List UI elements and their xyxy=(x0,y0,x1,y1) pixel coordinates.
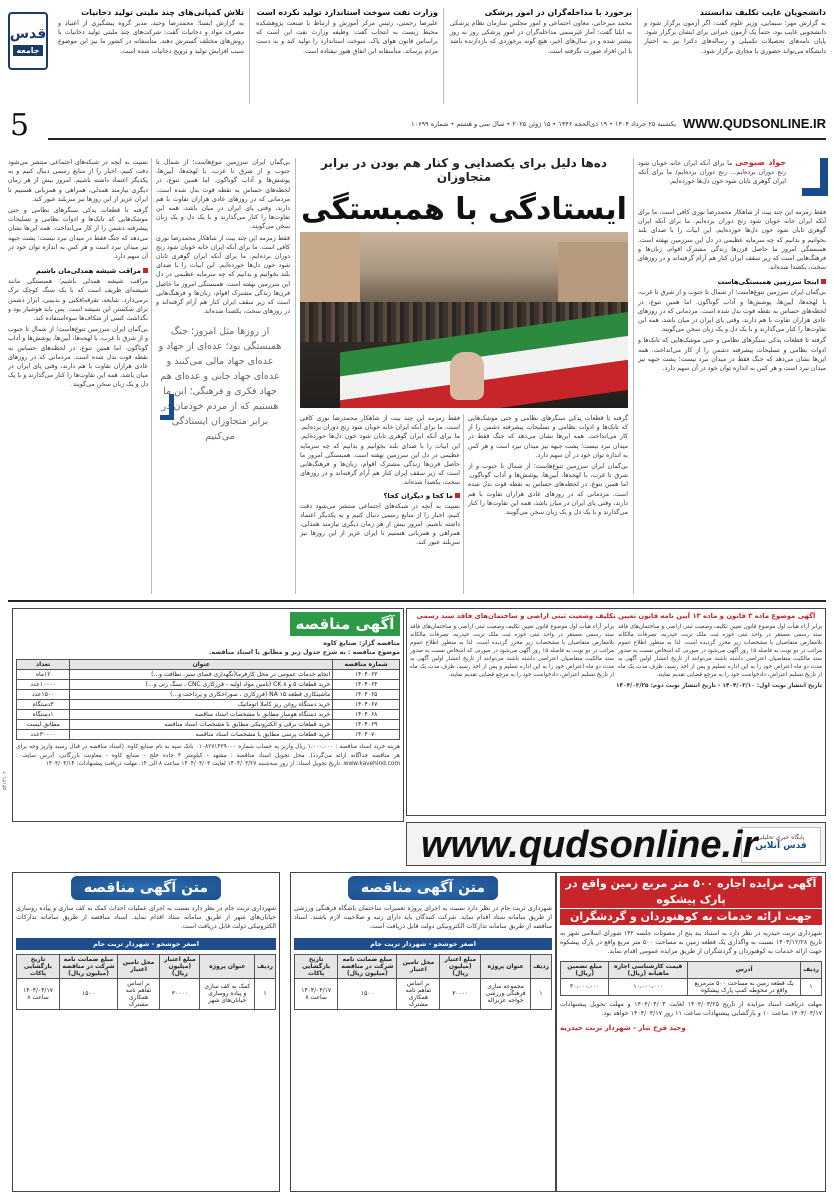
page-info-bar xyxy=(8,108,826,144)
story-text-6b: گرفته تا قطعات پدکی سنگرهای نظامی و حتی موشک‌هایی که تانک‌ها و ادوات نظامی و تسلیحات پیشرفته دشمن را از کار می‌انداخت. همه این‌ها نشان می‌دهد که جنگ فقط در میدان نبرد نیست؛ پشت جبهه نیز میدان نبرد است و هر کس به اندازه توان خود در آن سهم دارد. xyxy=(8,207,148,261)
story-text-3b: بی‌گمان ایران سرزمین تنوع‌هاست؛ از شمال تا جنوب و از شرق تا غرب، با لهجه‌ها، آیین‌ها، پوشش‌ها و آداب گوناگون. اما همین تنوع، در لحظه‌های حساس به نقطه قوت بدل شده است. مردمانی که در روزهای عادی هزاران تفاوت با هم دارند، وقتی پای ایران در میان باشد، همه این تفاوت‌ها را کنار می‌گذارند و با یک دل و یک زبان سخن می‌گویند. xyxy=(468,463,628,517)
site-url[interactable]: WWW.QUDSONLINE.IR xyxy=(683,116,826,131)
story-text-7: مراقب شیشه همدلی باشیم؛ همبستگی مانند شیشه‌ای ظریف است که با یک سنگ کوچک ترک برمی‌دارد. شایعه، تفرقه‌افکنی و بدبینی، ابزار دشمن برای شکستن این شیشه است. پس باید هوشیار بود و نگذاشت کسی از شکاف‌ها سوءاستفاده کند. xyxy=(8,278,148,323)
table-header: ردیف xyxy=(801,961,822,978)
table-header: عنوان xyxy=(70,660,333,670)
table-header: تعداد xyxy=(17,660,70,670)
brief-title: دانشجویان غایب تکلیف ندانستند xyxy=(699,8,826,17)
banner-tag-bottom: قدس آنلاین xyxy=(755,841,807,851)
registry-notice xyxy=(406,608,826,816)
auction-title-2: جهت ارائه خدمات به کوهنوردان و گردشگران xyxy=(560,909,822,925)
auction-title-1: آگهی مزایده اجاره ۵۰۰ متر مربع زمین واقع در پارک پیشکوه xyxy=(560,876,822,908)
text-tender-1 xyxy=(290,872,556,1192)
story-text-2b: گرفته تا قطعات پدکی سنگرهای نظامی و حتی موشک‌هایی که تانک‌ها و ادوات نظامی و تسلیحات پیشرفته دشمن را از کار می‌انداخت. همه این‌ها نشان می‌دهد که جنگ فقط در میدان نبرد نیست؛ پشت جبهه نیز میدان نبرد است و هر کس به اندازه توان خود در آن سهم دارد. xyxy=(638,337,826,373)
tender-subject: موضوع مناقصه : به شرح جدول زیر و مطابق با اسناد مناقصه. xyxy=(208,649,400,657)
story-col-middle-right xyxy=(468,414,628,594)
notice-title: آگهی موضوع ماده ۳ قانون و ماده ۱۳ آیین نامه قانون تعیین تکلیف وضعیت ثبتی اراضی و ساختمان‌های فاقد سند رسمی xyxy=(416,612,816,620)
story-text-2: بی‌گمان ایران سرزمین تنوع‌هاست؛ از شمال تا جنوب و از شرق تا غرب، با لهجه‌ها، آیین‌ها، پوشش‌ها و آداب گوناگون. اما همین تنوع، در لحظه‌های حساس به نقطه قوت بدل شده است. مردمانی که در روزهای عادی هزاران تفاوت با هم دارند، وقتی پای ایران در میان باشد، همه این تفاوت‌ها را کنار می‌گذارند و با یک دل و یک زبان سخن می‌گویند. xyxy=(638,289,826,334)
text-tender-1-title: متن آگهی مناقصه xyxy=(348,876,498,900)
story-lead: ما برای آنکه ایران خانه خوبان شود رنج دوران برده‌ایم... رنج دوران برده‌ایم/ ما برای آنکه ایران گوهری تابان شود خون دل‌ها خورده‌ایم. xyxy=(638,160,786,186)
brief-4 xyxy=(58,8,244,56)
table-row: ۱۴۰۴۰۶۷ خرید دستگاه روغن ریز کاملا اتوماتیک ۳دستگاه xyxy=(17,700,400,710)
brief-2 xyxy=(450,8,632,56)
text-tender-1-signature: اصغر خوشخو - شهردار تربت جام xyxy=(294,938,552,950)
story-text-4: فقط زمزمه این چند بیت از شاهکار محمدرضا نوری کافی است. ما برای آنکه ایران خانه خوبان شود رنج دوران برده‌ایم. ما برای آنکه ایران گوهری تابان شود خون دل‌ها خورده‌ایم. این ابیات را با صدای بلند بخوانیم و بدانیم که چه سرمایه عظیمی در دل این سرزمین نهفته است. همبستگی امروز ما حاصل قرن‌ها زندگی مشترک اقوام، زبان‌ها و فرهنگ‌هایی است که زیر سقف ایران کنار هم آرام گرفته‌اند و در روزهای سخت، یکصدا شده‌اند. xyxy=(300,415,460,487)
story-text-5b: فقط زمزمه این چند بیت از شاهکار محمدرضا نوری کافی است. ما برای آنکه ایران خانه خوبان شود رنج دوران برده‌ایم. ما برای آنکه ایران گوهری تابان شود خون دل‌ها خورده‌ایم. این ابیات را با صدای بلند بخوانیم و بدانیم که چه سرمایه عظیمی در دل این سرزمین نهفته است. همبستگی امروز ما حاصل قرن‌ها زندگی مشترک اقوام، زبان‌ها و فرهنگ‌هایی است که زیر سقف ایران کنار هم آرام گرفته‌اند و در روزهای سخت، یکصدا شده‌اند. xyxy=(156,234,290,316)
text-tender-2-signature: اصغر خوشخو - شهردار تربت جام xyxy=(16,938,276,950)
auction-footer: مهلت دریافت اسناد مزایده از تاریخ ۱۴۰۴/۰۳/۲۵ لغایت ۱۴۰۴/۰۴/۰۳ و مهلت تحویل پیشنهادات ۱۴۰۴/۰۴/۱۷ ساعت ۱۰ و بازگشایی پیشنهادات ساعت ۱۱ روز ۱۴۰۴/۰۴/۱۷ خواهد بود. xyxy=(560,1000,823,1017)
table-row: ۱۴۰۴۰۷۰ خرید قطعات پرسی مطابق با مشخصات اسناد مناقصه ۳۰۰۰۰عدد xyxy=(17,730,400,740)
auction-ad xyxy=(556,872,826,1192)
logo-text: قدس xyxy=(9,26,47,42)
table-row: ۱ مجموعه سازی فرهنگی ورزشی خواجه عزیزاله ۳۰۰۰۰ بر اساس تفاهم نامه همکاری مشترک ۱۵۰۰ ۱۴۰۴/۰۴/۱۷ ساعت ۸ xyxy=(295,978,552,1009)
auction-signature: وحید فرخ تبار - شهردار تربت حیدریه xyxy=(560,1024,686,1033)
section-label: جامعه xyxy=(13,45,42,56)
story-kicker: ده‌ها دلیل برای یکصدایی و کنار هم بودن در برابر متجاوزان xyxy=(320,156,608,184)
story-col-middle-left xyxy=(300,414,460,594)
story-col-left-a xyxy=(156,158,290,594)
pull-quote: از روزها مثل امروز؛ جنگ همبستگی بود؛ عده‌ای از جهاد و عده‌ای جهاد مالی می‌کنند و عده‌ای جهاد جانی و عده‌ای هم جهاد فکری و فرهنگی؛ این ما هستیم که از مردم خودمان در برابر متجاوزان ایستادگی می‌کنیم xyxy=(158,326,282,443)
notice-dates: تاریخ انتشار نوبت اول: ۱۴۰۴/۰۳/۱۰ - تاریخ انتشار نوبت دوم: ۱۴۰۴/۰۳/۲۵ xyxy=(616,683,822,689)
text-tender-2-title: متن آگهی مناقصه xyxy=(71,876,221,900)
story-text-4b: نسبت به آنچه در شبکه‌های اجتماعی منتشر می‌شود دقت کنیم، اخبار را از منابع رسمی دنبال کنیم و به یکدیگر اعتماد داشته باشیم. امروز بیش از هر زمان دیگری نیازمند همدلی، همراهی و همزبانی هستیم تا ایران عزیز از این روزها نیز سربلند عبور کند. xyxy=(300,502,460,547)
text-tender-1-intro: شهرداری تربت جام در نظر دارد نسبت به اجرای پروژه تعمیرات ساختمان باشگاه فرهنگی ورزشی از طریق سامانه ستاد اقدام نماید. شرکت کنندگان باید دارای رتبه و صلاحیت لازم باشند. اسناد مناقصه از طریق سامانه تدارکات الکترونیکی دولت قابل دریافت است. xyxy=(294,905,552,931)
hand-shape xyxy=(450,352,484,400)
table-header: شماره مناقصه xyxy=(333,660,400,670)
table-row: ۱۴۰۴۰۶۵ ماشینکاری قطعه NA ۱۵ (فرزکاری ، سوراخکاری و پرداخت و...) ۱۵۰۰عدد xyxy=(17,690,400,700)
story-text-6: نسبت به آنچه در شبکه‌های اجتماعی منتشر می‌شود دقت کنیم، اخبار را از منابع رسمی دنبال کنیم و به یکدیگر اعتماد داشته باشیم. امروز بیش از هر زمان دیگری نیازمند همدلی، همراهی و همزبانی هستیم تا ایران عزیز از این روزها نیز سربلند عبور کند. xyxy=(8,159,148,203)
story-lead-column xyxy=(638,158,826,596)
table-row: ۱۴۰۴۰۶۸ خرید دستگاه هوساز مطابق با مشخصات اسناد مناقصه ۱دستگاه xyxy=(17,710,400,720)
subhead-3: ما کجا و دیگران کجا؟ xyxy=(300,492,460,500)
notice-text-2: برابر آراء هیأت اول موضوع قانون تعیین تکلیف وضعیت ثبتی اراضی و ساختمان‌های فاقد سند رسمی مستقر در واحد ثبتی حوزه ثبت ملک تربت حیدریه، تصرفات مالکانه بلامعارض متقاضیان با مشخصات زیر محرز گردیده است. لذا به منظور اطلاع عموم مراتب در دو نوبت به فاصله ۱۵ روز آگهی می‌شود در صورتی که اشخاص نسبت به صدور سند مالکیت متقاضیان اعتراضی داشته باشند می‌توانند از تاریخ انتشار اولین آگهی به مدت دو ماه اعتراض خود را به این اداره تسلیم و پس از اخذ رسید، ظرف مدت یک ماه از تاریخ تسلیم اعتراض، دادخواست خود را به مرجع قضایی تقدیم نمایند. xyxy=(410,624,614,678)
tender-organizer: مناقصه گزار: صنایع کاوه xyxy=(323,640,400,647)
table-row: ۱۴۰۴۰۶۴ خرید قطعات ۵ و ۸ CK (تامین مواد اولیه - فرزکاری CNC ، سنگ زنی و...) ۱۰۰۰۰عدد xyxy=(17,680,400,690)
story-title: ایستادگی با همبستگی xyxy=(301,192,627,227)
author-name: جواد صبوحی xyxy=(735,158,786,167)
table-row: ۱۴۰۴۰۶۹ خرید قطعات برقی و الکترونیکی مطابق با مشخصات اسناد مناقصه مطابق لیست xyxy=(17,720,400,730)
text-tender-2 xyxy=(12,872,280,1192)
table-header: مبلغ تضمین (ریال) xyxy=(561,961,609,978)
brief-text: به گزارش ایسنا؛ محمدرضا وحید، مدیر گروه پیشگیری از اعتیاد و مصرف مواد و دخانیات گفت: شرکت‌های چند ملیتی تولید دخانیات با روش‌های مختلف گسترش دهند. متأسفانه در کشور ما نیز این موضوع سبب افزایش تولید و ترویج دخانیات شده است. xyxy=(58,20,244,55)
table-row: ۱ کمک به کف سازی و پیاده روسازی خیابان‌های شهر ۳۰۰۰۰ بر اساس تفاهم نامه همکاری مشترک ۱۵۰۰ ۱۴۰۴/۰۴/۱۷ ساعت ۸ xyxy=(17,978,276,1009)
tender-ad xyxy=(12,608,404,822)
table-row: ۱۴۰۴۰۶۳ انجام خدمات عمومی در محل کارفرما(نگهداری فضای سبز، نظافت و...) ۱۲ماه xyxy=(17,670,400,680)
text-tender-1-table: ردیف عنوان پروژه مبلغ اعتبار (میلیون ریال) محل تامین اعتبار مبلغ ضمانت نامه شرکت در مناقصه (میلیون ریال) تاریخ بازگشایی پاکات ۱ مجموعه سازی فرهنگی ورزشی خواجه عزیزاله ۳۰۰۰۰ بر اساس تفاهم نامه همکاری مشترک ۱۵۰۰ ۱۴۰۴/۰۴/۱۷ ساعت ۸ xyxy=(294,954,552,1010)
tender-title: آگهی مناقصه xyxy=(290,612,400,636)
brief-title: وزارت نفت سوخت استاندارد تولید نکرده است xyxy=(256,8,438,17)
brief-title: تلاش کمپانی‌های چند ملیتی تولید دخانیات xyxy=(81,8,244,17)
website-banner[interactable] xyxy=(406,822,826,866)
top-briefs xyxy=(56,8,826,108)
subhead-1: اینجا سرزمین همبستگی‌هاست xyxy=(638,278,826,286)
tender-table xyxy=(16,659,400,740)
dateline: یکشنبه ۲۵ خرداد ۱۴۰۴ • ۱۹ ذی‌الحجه ۱۴۴۶ • ۱۵ ژوئن ۲۰۲۵ • سال سی و هشتم • شماره ۱۰۶۹۹ xyxy=(411,120,676,128)
table-header: آدرس xyxy=(688,961,801,978)
auction-intro: شهرداری تربت حیدریه در نظر دارد به استناد بند پنج از مصوبات جلسه ۱۴۲ شورای اسلامی شهر به تاریخ ۱۴۰۳/۱۲/۲۸ نسبت به واگذاری یک قطعه زمین به مساحت ۵۰۰ متر مربع واقع در پارک پیشکوه جهت ارائه خدمات به کوهنوردان و گردشگران از طریق مزایده عمومی اقدام نماید. xyxy=(560,930,823,956)
story-text-7b: بی‌گمان ایران سرزمین تنوع‌هاست؛ از شمال تا جنوب و از شرق تا غرب، با لهجه‌ها، آیین‌ها، پوشش‌ها و آداب گوناگون. اما همین تنوع، در لحظه‌های حساس به نقطه قوت بدل شده است. مردمانی که در روزهای عادی هزاران تفاوت با هم دارند، وقتی پای ایران در میان باشد، همه این تفاوت‌ها را کنار می‌گذارند و با یک دل و یک زبان سخن می‌گویند. xyxy=(8,326,148,389)
brief-text: علیرضا رحمتی، رئیس مرکز آموزش و ارتباط با صنعت پژوهشکده محیط زیست به انتخاب گفت: وظیفه وزارت نفت این است که براساس قانون هوای پاک، سوخت استاندارد را تولید کند و به دست مردم برساند. متأسفانه این اتفاق هنوز نیفتاده است. xyxy=(256,20,438,55)
banner-tag-top: پایگاه خبری تحلیلی xyxy=(757,834,805,841)
page-number: 5 xyxy=(10,108,30,143)
story-text-5: بی‌گمان ایران سرزمین تنوع‌هاست؛ از شمال تا جنوب و از شرق تا غرب، با لهجه‌ها، آیین‌ها، پوشش‌ها و آداب گوناگون. اما همین تنوع، در لحظه‌های حساس به نقطه قوت بدل شده است. مردمانی که در روزهای عادی هزاران تفاوت با هم دارند، وقتی پای ایران در میان باشد، همه این تفاوت‌ها را کنار می‌گذارند و با یک دل و یک زبان سخن می‌گویند. xyxy=(156,159,290,231)
newspaper-logo[interactable] xyxy=(8,12,48,70)
notice-text: برابر آراء هیأت اول موضوع قانون تعیین تکلیف وضعیت ثبتی اراضی و ساختمان‌های فاقد سند رسمی مستقر در واحد ثبتی حوزه ثبت ملک تربت حیدریه، تصرفات مالکانه بلامعارض متقاضیان با مشخصات زیر محرز گردیده است. لذا به منظور اطلاع عموم مراتب در دو نوبت به فاصله ۱۵ روز آگهی می‌شود در صورتی که اشخاص نسبت به صدور سند مالکیت متقاضیان اعتراضی داشته باشند می‌توانند از تاریخ انتشار اولین آگهی به مدت دو ماه اعتراض خود را به این اداره تسلیم و پس از اخذ رسید، ظرف مدت یک ماه از تاریخ تسلیم اعتراض، دادخواست خود را به مرجع قضایی تقدیم نمایند. xyxy=(618,624,822,678)
banner-url[interactable]: www.qudsonline.ir xyxy=(421,824,758,866)
story-text-1: فقط زمزمه این چند بیت از شاهکار محمدرضا نوری کافی است. ما برای آنکه ایران خانه خوبان شود رنج دوران برده‌ایم. ما برای آنکه ایران گوهری تابان شود خون دل‌ها خورده‌ایم. این ابیات را با صدای بلند بخوانیم و بدانیم که چه سرمایه عظیمی در دل این سرزمین نهفته است. همبستگی امروز ما حاصل قرن‌ها زندگی مشترک اقوام، زبان‌ها و فرهنگ‌هایی است که زیر سقف ایران کنار هم آرام گرفته‌اند و در روزهای سخت، یکصدا شده‌اند. xyxy=(638,209,826,272)
auction-table xyxy=(560,961,822,996)
brief-text: به گزارش مهر؛ سیمایی، وزیر علوم گفت: اگر آزمون برگزار شود و دانشجویی غایب بود، حتماً یک آزمون جبرانی برای ایشان برگزار شود. پایان نامه‌های تحصیلات تکمیلی و رساله‌های دکترا نیز به اختیار دانشگاه می‌تواند حضوری یا مجازی برگزار شود. xyxy=(644,20,826,55)
story-headline-block xyxy=(300,150,628,230)
text-tender-2-intro: شهرداری تربت جام در نظر دارد نسبت به اجرای عملیات احداث کمک به کف سازی و پیاده روسازی خیابان‌های شهر از طریق سامانه ستاد اقدام نماید. اسناد مناقصه از طریق سامانه تدارکات الکترونیکی دولت قابل دریافت است. xyxy=(16,905,276,931)
table-header: قیمت کارشناسی اجاره ماهیانه (ریال) xyxy=(609,961,688,978)
brief-1 xyxy=(644,8,826,56)
brief-text: محمد میرخانی، معاون اجتماعی و امور مجلس سازمان نظام پزشکی به ایلنا گفت: آمار غیرسمی مداخله‌گران در امور پزشکی روز به روز بیشتر شده و در سال‌های اخیر، هیچ گونه برخوردی که بازدارنده باشد با این افراد صورت نگرفته است. xyxy=(450,20,632,55)
brief-title: برخورد با مداخله‌گران در امور پزشکی xyxy=(484,8,632,17)
brief-3 xyxy=(256,8,438,56)
story-col-left-b xyxy=(8,158,148,594)
story-text-3: گرفته تا قطعات پدکی سنگرهای نظامی و حتی موشک‌هایی که تانک‌ها و ادوات نظامی و تسلیحات پیشرفته دشمن را از کار می‌انداخت. همه این‌ها نشان می‌دهد که جنگ فقط در میدان نبرد نیست؛ پشت جبهه نیز میدان نبرد است و هر کس به اندازه توان خود در آن سهم دارد. xyxy=(468,415,628,459)
quote-l-mark xyxy=(160,394,174,420)
subhead-2: مراقب شیشه همدلی‌مان باشیم xyxy=(8,267,148,275)
table-row: ۱ یک قطعه زمین به مساحت ۵۰۰ مترمربع واقع در محوطه کمپ پارک پیشکوه ۱۰،۰۰۰،۰۰۰ ۳۰،۰۰۰،۰۰۰ xyxy=(561,978,822,995)
text-tender-2-table: ردیف عنوان پروژه مبلغ اعتبار (میلیون ریال) محل تامین اعتبار مبلغ ضمانت نامه شرکت در مناقصه (میلیون ریال) تاریخ بازگشایی پاکات ۱ کمک به کف سازی و پیاده روسازی خیابان‌های شهر ۳۰۰۰۰ بر اساس تفاهم نامه همکاری مشترک ۱۵۰۰ ۱۴۰۴/۰۴/۱۷ ساعت ۸ xyxy=(16,954,276,1010)
tender-side-code: ۵۴۱۴۱۰۲ xyxy=(2,771,8,790)
rally-photo xyxy=(300,232,628,408)
tender-details: هزینه خرید اسناد مناقصه : ۱،۰۰۰،۰۰۰ ریال واریز به حساب شماره ۰۱۰۸۲۷۱۴۳۹۰۰۰ بانک سپه به نام صنایع کاوه. (اسناد مناقصه در قبال رسید واریز وجه برای هر مناقصه جداگانه ارائه می‌گردد). محل تحویل اسناد مناقصه : مشهد - کیلومتر ۳ جاده خلج - صنایع کاوه - معاونت بازرگانی. آدرس سایت : www.kavehind.com. تاریخ تحویل اسناد: از روز سه‌شنبه ۱۴۰۴/۰۳/۲۷ لغایت ۱۴۰۴/۰۴/۰۳ ساعت ۸ الی ۱۴. مهلت دریافت پیشنهادات: ۱۴۰۴/۰۴/۱۴ xyxy=(16,744,401,768)
